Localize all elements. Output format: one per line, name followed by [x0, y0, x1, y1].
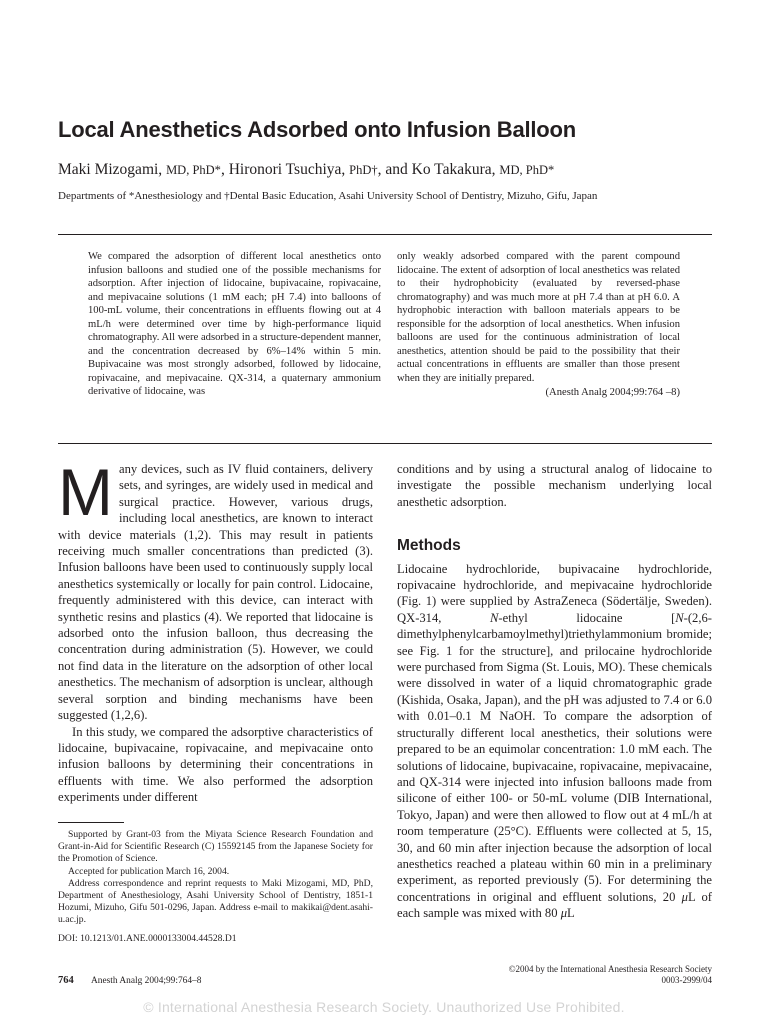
abstract-left-column: We compared the adsorption of different local anesthetics onto infusion balloons and studied one of the possible mechanisms for adsorption. After injection of lidocaine, bupivacaine, ropivacaine, and mepivacaine solutions (1 mM each; pH 7.4) into balloons of 100-mL volume, their concentrations in effluents flowing out at 4 mL/h were determined over time by high-performance liquid chromatography. All were adsorbed in a structure-dependent manner, and the concentration decreased by 6%–14% within 5 min. Bupivacaine was most strongly adsorbed, followed by lidocaine, ropivacaine, and mepivacaine. QX-314, a quaternary ammonium derivative of lidocaine, was — [88, 251, 381, 397]
copyright-line-1: ©2004 by the International Anesthesia Research Society — [508, 964, 712, 974]
abstract-top-rule — [58, 234, 712, 235]
author-3-degree: MD, PhD* — [499, 163, 555, 177]
footnote-correspondence: Address correspondence and reprint requests to Maki Mizogami, MD, PhD, Department of Anesthesiology, Asahi University School of Dentistry, 1851-1 Hozumi, Mizuho, Gifu 501-0296, Japan. Address e-mail to makikai@dent.asahi-u.ac.jp. — [58, 877, 373, 926]
methods-mu-1: μ — [681, 889, 688, 904]
methods-mu-2: μ — [560, 906, 568, 921]
abstract-bottom-rule — [58, 443, 712, 444]
article-title: Local Anesthetics Adsorbed onto Infusion Balloon — [58, 117, 577, 142]
author-1-name: Maki Mizogami, — [58, 161, 167, 178]
footnotes — [58, 829, 373, 945]
body-right-column — [397, 461, 712, 922]
author-2-name: , Hironori Tsuchiya, — [220, 161, 350, 178]
methods-text-5: L — [567, 906, 575, 921]
footnote-doi: DOI: 10.1213/01.ANE.0000133004.44528.D1 — [58, 932, 237, 944]
methods-paragraph — [397, 561, 712, 922]
body-left-column — [58, 455, 373, 806]
author-list — [58, 161, 718, 179]
author-1-degree: MD, PhD* — [166, 163, 221, 177]
methods-heading: Methods — [397, 537, 461, 555]
intro-paragraph-continued: conditions and by using a structural analog of lidocaine to investigate the possible mechanism underlying local anesthetic adsorption. — [397, 462, 712, 509]
methods-text-4: L of each sample was mixed with 80 — [397, 889, 712, 921]
copyright-banner: © International Anesthesia Research Society. Unauthorized Use Prohibited. — [143, 999, 625, 1015]
footnote-accepted: Accepted for publication March 16, 2004. — [68, 865, 230, 877]
journal-reference: Anesth Analg 2004;99:764–8 — [91, 976, 202, 986]
methods-text-3: -(2,6-dimethylphenylcarbamoylmethyl)triethylammonium bromide; see Fig. 1 for the structure], and prilocaine hydrochloride were purchased from Sigma (St. Louis, MO). These chemicals were dissolved in water of a liquid chromatographic grade (Kishida, Osaka, Japan), and the pH was adjusted to 7.4 or 6.0 with 0.01–0.1 M NaOH. To compare the adsorption of structurally different local anesthetics, their solutions were prepared to be an equimolar concentration: 1.0 mM each. The solutions of lidocaine, bupivacaine, ropivacaine, mepivacaine, and QX-314 were injected into infusion balloons made from silicone of either 100- or 50-mL volume (DIB International, Tokyo, Japan) and were then allowed to flow out at 4 mL/h at room temperature (25°C). Effluents were collected at 5, 15, 30, and 60 min after injection because the adsorption of local anesthetics reached a plateau within 60 min in a preliminary experiment, as reported previously (5). For determining the concentrations in original and effluent solutions, 20 — [397, 610, 712, 904]
footnote-funding: Supported by Grant-03 from the Miyata Science Research Foundation and Grant-in-Aid for Scientific Research (C) 15592145 from the Japanese Society for the Promotion of Science. — [58, 829, 373, 865]
methods-text-1: Lidocaine hydrochloride, bupivacaine hydrochloride, ropivacaine hydrochloride, and mepivacaine hydrochloride (Fig. 1) were supplied by AstraZeneca (Södertälje, Sweden). QX-314, — [397, 561, 712, 625]
author-3-name: , and Ko Takakura, — [377, 161, 500, 178]
copyright-line-2: 0003-2999/04 — [661, 975, 712, 985]
methods-text-2: -ethyl lidocaine [ — [498, 610, 676, 625]
abstract-right-text: only weakly adsorbed compared with the parent compound lidocaine. The extent of adsorption of local anesthetics was related to their hydrophobicity (evaluated by reversed-phase chromatography) and was much more at pH 7.4 than at pH 6.0. A hydrophobic interaction with balloon materials appears to be responsible for the adsorption of local anesthetics. When infusion balloons are used for the continuous administration of local anesthetics, attention should be paid to the possibility that their actual concentrations in effluents are smaller than those present when they are initially prepared. — [397, 251, 680, 384]
page-number: 764 — [58, 975, 74, 986]
intro-paragraph-2: In this study, we compared the adsorptive characteristics of lidocaine, bupivacaine, ropivacaine, and mepivacaine onto infusion balloons by determining their concentrations in effluents with time. We also performed the adsorption experiments under different — [58, 724, 373, 805]
author-2-degree: PhD† — [349, 163, 378, 177]
intro-paragraph-1-text: any devices, such as IV fluid containers, delivery sets, and syringes, are widely used in medical and surgical practice. However, various drugs, including local anesthetics, are known to interact with device materials (1,2). This may result in patients receiving much smaller concentrations than predicted (3). Infusion balloons have been used to continuously supply local anesthetics systemically or locally for pain control. Lidocaine, frequently administered with this device, can interact with synthetic resins and plastics (4). We reported that lidocaine is adsorbed onto the infusion balloon, thus decreasing the concentration during administration (5). However, we could not find data in the literature on the adsorption of other local anesthetics. The mechanism of adsorption is unclear, although several sorption and binding mechanisms have been suggested (1,2,6). — [58, 462, 373, 723]
abstract-citation: (Anesth Analg 2004;99:764 –8) — [545, 387, 680, 398]
abstract-right-column — [397, 250, 680, 400]
drop-cap: M — [58, 455, 113, 529]
intro-paragraph-1 — [58, 455, 373, 724]
affiliation: Departments of *Anesthesiology and †Dental Basic Education, Asahi University School of Dentistry, Mizuho, Gifu, Japan — [58, 190, 598, 202]
copyright-notice — [412, 964, 712, 986]
footnote-rule — [58, 822, 124, 823]
methods-italic-n-1: N — [490, 610, 499, 625]
methods-italic-n-2: N — [675, 610, 684, 625]
